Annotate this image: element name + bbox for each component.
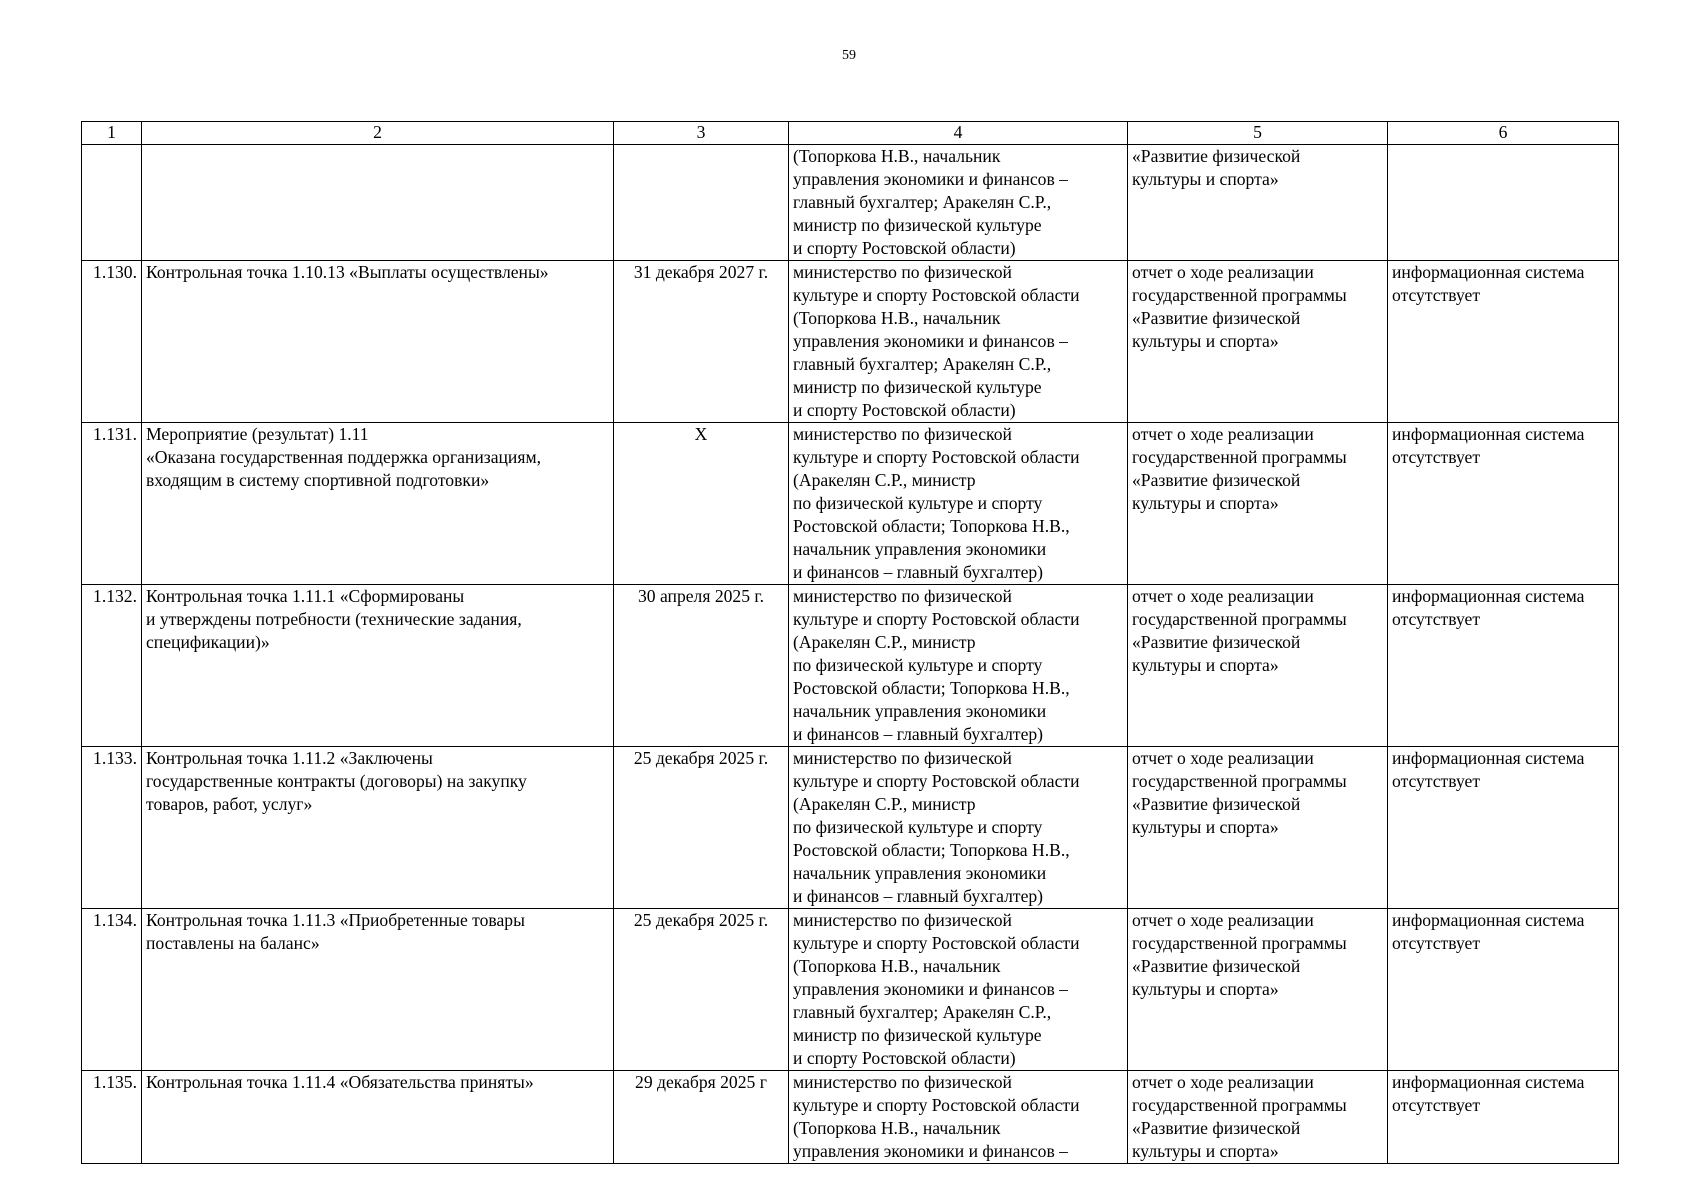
column-header-5: 5 bbox=[1128, 122, 1388, 145]
information-system: информационная система отсутствует bbox=[1388, 1071, 1619, 1164]
row-number: 1.132. bbox=[82, 585, 142, 747]
confirming-document: отчет о ходе реализации государственной программы «Развитие физической культуры и спорта» bbox=[1128, 747, 1388, 909]
deadline-date: 31 декабря 2027 г. bbox=[614, 261, 789, 423]
row-number bbox=[82, 145, 142, 261]
confirming-document: отчет о ходе реализации государственной программы «Развитие физической культуры и спорта» bbox=[1128, 1071, 1388, 1164]
item-name: Мероприятие (результат) 1.11 «Оказана государственная поддержка организациям, входящим в систему спортивной подготовки» bbox=[142, 423, 614, 585]
deadline-date: 29 декабря 2025 г bbox=[614, 1071, 789, 1164]
confirming-document: «Развитие физической культуры и спорта» bbox=[1128, 145, 1388, 261]
deadline-date: 30 апреля 2025 г. bbox=[614, 585, 789, 747]
confirming-document: отчет о ходе реализации государственной программы «Развитие физической культуры и спорта» bbox=[1128, 585, 1388, 747]
table-row bbox=[82, 909, 1619, 1071]
row-number: 1.134. bbox=[82, 909, 142, 1071]
control-points-table bbox=[81, 121, 1619, 1164]
deadline-date: X bbox=[614, 423, 789, 585]
column-header-4: 4 bbox=[789, 122, 1128, 145]
row-number: 1.135. bbox=[82, 1071, 142, 1164]
row-number: 1.131. bbox=[82, 423, 142, 585]
page-number: 59 bbox=[842, 48, 856, 63]
confirming-document: отчет о ходе реализации государственной программы «Развитие физической культуры и спорта» bbox=[1128, 909, 1388, 1071]
item-name: Контрольная точка 1.10.13 «Выплаты осуществлены» bbox=[142, 261, 614, 423]
information-system: информационная система отсутствует bbox=[1388, 423, 1619, 585]
responsible-executor: министерство по физической культуре и спорту Ростовской области (Топоркова Н.В., начальник управления экономики и финансов – главный бухгалтер; Аракелян С.Р., министр по физической культуре и спорту Ростовской области) bbox=[789, 261, 1128, 423]
confirming-document: отчет о ходе реализации государственной программы «Развитие физической культуры и спорта» bbox=[1128, 261, 1388, 423]
information-system: информационная система отсутствует bbox=[1388, 747, 1619, 909]
row-number: 1.130. bbox=[82, 261, 142, 423]
deadline-date: 25 декабря 2025 г. bbox=[614, 909, 789, 1071]
table-header-row bbox=[82, 122, 1619, 145]
responsible-executor: министерство по физической культуре и спорту Ростовской области (Топоркова Н.В., начальник управления экономики и финансов – bbox=[789, 1071, 1128, 1164]
deadline-date: 25 декабря 2025 г. bbox=[614, 747, 789, 909]
information-system bbox=[1388, 145, 1619, 261]
table-row bbox=[82, 747, 1619, 909]
row-number: 1.133. bbox=[82, 747, 142, 909]
item-name: Контрольная точка 1.11.1 «Сформированы и утверждены потребности (технические задания, спецификации)» bbox=[142, 585, 614, 747]
item-name: Контрольная точка 1.11.2 «Заключены государственные контракты (договоры) на закупку товаров, работ, услуг» bbox=[142, 747, 614, 909]
table-row bbox=[82, 585, 1619, 747]
information-system: информационная система отсутствует bbox=[1388, 261, 1619, 423]
information-system: информационная система отсутствует bbox=[1388, 909, 1619, 1071]
column-header-1: 1 bbox=[82, 122, 142, 145]
responsible-executor: министерство по физической культуре и спорту Ростовской области (Аракелян С.Р., министр по физической культуре и спорту Ростовской области; Топоркова Н.В., начальник управления экономики и финансов – главный бухгалтер) bbox=[789, 747, 1128, 909]
item-name bbox=[142, 145, 614, 261]
table-row bbox=[82, 1071, 1619, 1164]
confirming-document: отчет о ходе реализации государственной программы «Развитие физической культуры и спорта» bbox=[1128, 423, 1388, 585]
column-header-3: 3 bbox=[614, 122, 789, 145]
item-name: Контрольная точка 1.11.4 «Обязательства приняты» bbox=[142, 1071, 614, 1164]
column-header-6: 6 bbox=[1388, 122, 1619, 145]
table-row bbox=[82, 261, 1619, 423]
column-header-2: 2 bbox=[142, 122, 614, 145]
responsible-executor: (Топоркова Н.В., начальник управления экономики и финансов – главный бухгалтер; Аракелян С.Р., министр по физической культуре и спорту Ростовской области) bbox=[789, 145, 1128, 261]
information-system: информационная система отсутствует bbox=[1388, 585, 1619, 747]
table-row bbox=[82, 145, 1619, 261]
item-name: Контрольная точка 1.11.3 «Приобретенные товары поставлены на баланс» bbox=[142, 909, 614, 1071]
table-row bbox=[82, 423, 1619, 585]
responsible-executor: министерство по физической культуре и спорту Ростовской области (Аракелян С.Р., министр по физической культуре и спорту Ростовской области; Топоркова Н.В., начальник управления экономики и финансов – главный бухгалтер) bbox=[789, 585, 1128, 747]
responsible-executor: министерство по физической культуре и спорту Ростовской области (Топоркова Н.В., начальник управления экономики и финансов – главный бухгалтер; Аракелян С.Р., министр по физической культуре и спорту Ростовской области) bbox=[789, 909, 1128, 1071]
responsible-executor: министерство по физической культуре и спорту Ростовской области (Аракелян С.Р., министр по физической культуре и спорту Ростовской области; Топоркова Н.В., начальник управления экономики и финансов – главный бухгалтер) bbox=[789, 423, 1128, 585]
deadline-date bbox=[614, 145, 789, 261]
